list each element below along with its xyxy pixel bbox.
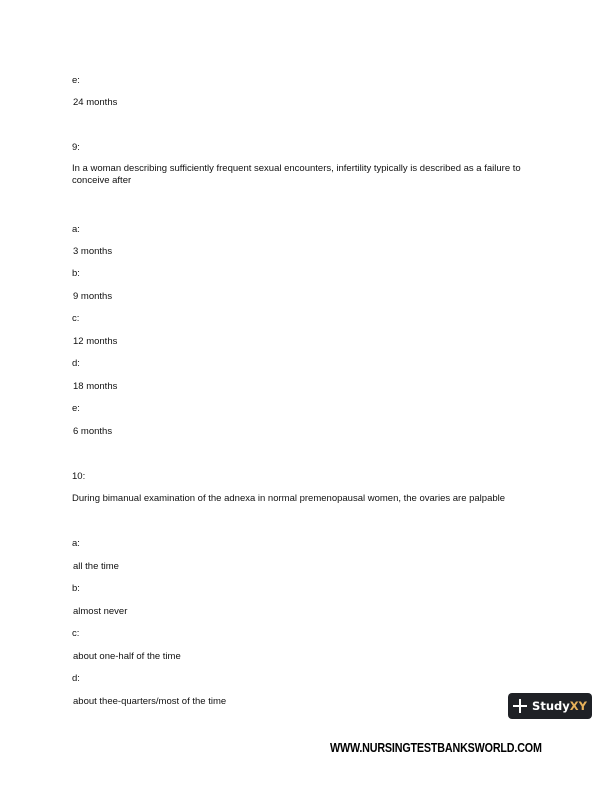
option-text: 9 months <box>73 291 113 302</box>
question-text: During bimanual examination of the adnexa in normal premenopausal women, the ovaries are palpable <box>72 493 506 504</box>
question-text: In a woman describing sufficiently frequent sexual encounters, infertility typically is described as a failure to conceive after <box>72 163 521 186</box>
option-text: 18 months <box>73 381 118 392</box>
option-label: b: <box>72 583 80 594</box>
option-text: 6 months <box>73 426 113 437</box>
option-label: c: <box>72 628 80 639</box>
footer-url: WWW.NURSINGTESTBANKSWORLD.COM <box>330 741 542 755</box>
option-label: e: <box>72 403 80 414</box>
option-text: all the time <box>73 561 119 572</box>
option-text: about one-half of the time <box>73 651 181 662</box>
brand-main: Study <box>532 699 570 713</box>
option-text: about thee-quarters/most of the time <box>73 696 227 707</box>
brand-name <box>532 699 587 713</box>
option-label: c: <box>72 313 80 324</box>
question-number: 10: <box>72 471 86 482</box>
option-e-text: 24 months <box>73 97 118 108</box>
option-text: 3 months <box>73 246 113 257</box>
option-label: d: <box>72 358 80 369</box>
option-text: 12 months <box>73 336 118 347</box>
option-e-label: e: <box>72 75 80 86</box>
studyxy-badge[interactable] <box>508 693 592 719</box>
brand-accent: XY <box>569 699 587 713</box>
option-label: d: <box>72 673 80 684</box>
plus-icon <box>513 699 527 713</box>
option-text: almost never <box>73 606 128 617</box>
option-label: b: <box>72 268 80 279</box>
option-label: a: <box>72 538 80 549</box>
option-label: a: <box>72 224 80 235</box>
question-number: 9: <box>72 142 80 153</box>
